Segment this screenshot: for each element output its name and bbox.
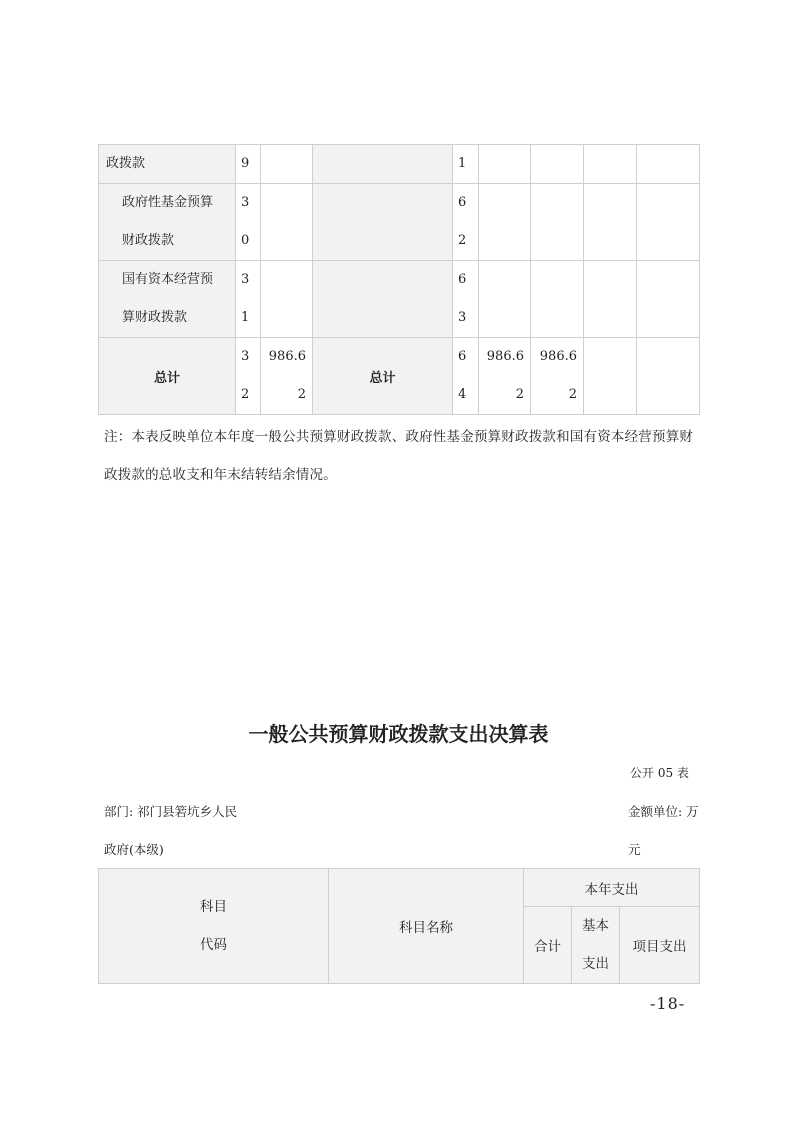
- table-row: [99, 261, 700, 338]
- amount-right-1: [479, 145, 531, 184]
- row-number-right: 1: [453, 145, 479, 184]
- row-number-left: 3 1: [236, 261, 261, 338]
- amount-unit-label-cont: 元: [628, 842, 641, 857]
- row-number-right: 6 2: [453, 184, 479, 261]
- table-row: [99, 184, 700, 261]
- total-amount-right-4: [637, 338, 700, 415]
- total-row: [99, 338, 700, 415]
- amount-left: [261, 261, 313, 338]
- amount-right-2: [531, 261, 584, 338]
- page-number: -18-: [650, 994, 686, 1013]
- amount-right-2: [531, 145, 584, 184]
- department-label: 部门: 祁门县箬坑乡人民: [104, 804, 238, 819]
- amount-right-4: [637, 145, 700, 184]
- expenditure-header-table: [98, 868, 700, 984]
- amount-right-2: [531, 184, 584, 261]
- header-subject-name: 科目名称: [329, 869, 524, 984]
- row-number-left: 9: [236, 145, 261, 184]
- table-title: 一般公共预算财政拨款支出决算表: [248, 722, 549, 746]
- amount-left: [261, 145, 313, 184]
- header-current-year: 本年支出: [524, 869, 700, 907]
- label-right: [313, 184, 453, 261]
- row-label: 政拨款: [99, 145, 236, 184]
- total-amount-right-1: 986.6 2: [479, 338, 531, 415]
- row-label: 国有资本经营预 算财政拨款: [99, 261, 236, 338]
- amount-right-4: [637, 261, 700, 338]
- header-total: 合计: [524, 907, 572, 984]
- label-right: [313, 261, 453, 338]
- total-amount-left: 986.6 2: [261, 338, 313, 415]
- label-right: [313, 145, 453, 184]
- total-amount-right-2: 986.6 2: [531, 338, 584, 415]
- total-label-left: 总计: [99, 338, 236, 415]
- header-project: 项目支出: [620, 907, 700, 984]
- table-note: 注：本表反映单位本年度一般公共预算财政拨款、政府性基金预算财政拨款和国有资本经营预算财政拨款的总收支和年末结转结余情况。: [104, 429, 694, 483]
- amount-right-3: [584, 184, 637, 261]
- amount-right-4: [637, 184, 700, 261]
- table-row: [99, 145, 700, 184]
- row-label: 政府性基金预算 财政拨款: [99, 184, 236, 261]
- total-number-left: 3 2: [236, 338, 261, 415]
- row-number-left: 3 0: [236, 184, 261, 261]
- transfer-summary-table: [98, 144, 700, 415]
- total-label-right: 总计: [313, 338, 453, 415]
- amount-left: [261, 184, 313, 261]
- amount-unit-label: 金额单位: 万: [628, 804, 699, 819]
- row-number-right: 6 3: [453, 261, 479, 338]
- form-code: 公开 05 表: [630, 766, 689, 780]
- amount-right-1: [479, 261, 531, 338]
- department-label-cont: 政府(本级): [104, 842, 164, 857]
- header-basic: 基本 支出: [572, 907, 620, 984]
- header-subject-code: 科目 代码: [99, 869, 329, 984]
- amount-right-3: [584, 145, 637, 184]
- total-amount-right-3: [584, 338, 637, 415]
- amount-right-3: [584, 261, 637, 338]
- amount-right-1: [479, 184, 531, 261]
- total-number-right: 6 4: [453, 338, 479, 415]
